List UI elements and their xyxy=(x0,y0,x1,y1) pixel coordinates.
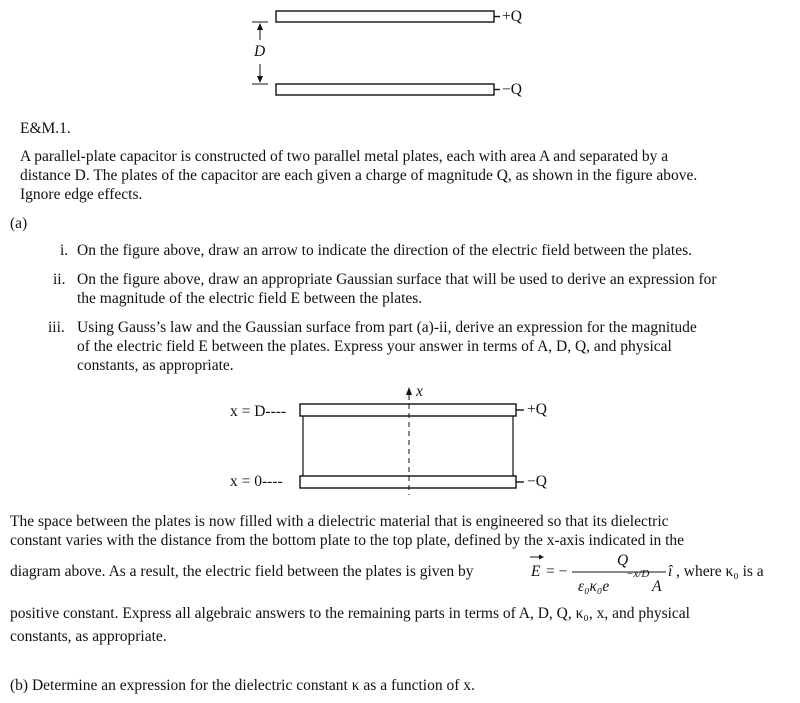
top-plate-charge-label: +Q xyxy=(502,8,522,25)
item-ii-number: ii. xyxy=(53,271,66,288)
bottom-plate-charge-label: −Q xyxy=(502,81,522,98)
intro-line-2: distance D. The plates of the capacitor are each given a charge of magnitude Q, as shown in the figure above. xyxy=(20,167,698,184)
problem-id: E&M.1. xyxy=(20,120,71,137)
dielectric-line-5: constants, as appropriate. xyxy=(10,628,167,645)
gap-label: D xyxy=(254,43,266,60)
fig2-top-charge: +Q xyxy=(527,401,547,418)
item-iii-line-2: of the electric field E between the plates. Express your answer in terms of A, D, Q, and physical xyxy=(77,338,672,355)
intro-line-1: A parallel-plate capacitor is constructed of two parallel metal plates, each with area A and separated by a xyxy=(20,148,669,165)
item-iii-number: iii. xyxy=(48,319,65,336)
x-equals-0-label: x = 0---- xyxy=(230,473,283,490)
dielectric-line-3-pre: diagram above. As a result, the electric field between the plates is given by xyxy=(10,563,474,580)
x-axis-label: x xyxy=(416,383,423,400)
equation-equals: = − xyxy=(546,563,568,580)
dielectric-line-4: positive constant. Express all algebraic answers to the remaining parts in terms of A, D, Q, κ₀, x, and physical xyxy=(10,605,690,622)
equation-e-symbol: E xyxy=(531,563,541,580)
item-i-number: i. xyxy=(60,242,69,259)
intro-line-3: Ignore edge effects. xyxy=(20,186,143,203)
equation-numerator: Q xyxy=(617,552,629,569)
equation-denominator: ε₀κ₀e xyxy=(578,578,610,595)
equation-denominator-area: A xyxy=(652,578,662,595)
part-a-label: (a) xyxy=(10,215,28,232)
equation-exponent: −x/D xyxy=(626,568,650,580)
dielectric-line-1: The space between the plates is now filled with a dielectric material that is engineered so that its dielectric xyxy=(10,513,669,530)
part-b-question: (b) Determine an expression for the dielectric constant κ as a function of x. xyxy=(10,677,475,694)
dielectric-line-2: constant varies with the distance from the bottom plate to the top plate, defined by the x-axis indicated in the xyxy=(10,532,685,549)
item-ii-line-2: the magnitude of the electric field E between the plates. xyxy=(77,290,423,307)
x-equals-d-label: x = D---- xyxy=(230,403,287,420)
equation-unit-vector: î xyxy=(668,563,673,580)
item-i-line-1: On the figure above, draw an arrow to indicate the direction of the electric field between the plates. xyxy=(77,242,693,259)
dielectric-line-3-post: , where κ₀ is a xyxy=(676,563,764,580)
fig2-bottom-charge: −Q xyxy=(527,473,547,490)
item-iii-line-1: Using Gauss’s law and the Gaussian surface from part (a)-ii, derive an expression for the magnitude xyxy=(77,319,697,336)
item-ii-line-1: On the figure above, draw an appropriate Gaussian surface that will be used to derive an expression for xyxy=(77,271,717,288)
item-iii-line-3: constants, as appropriate. xyxy=(77,357,234,374)
